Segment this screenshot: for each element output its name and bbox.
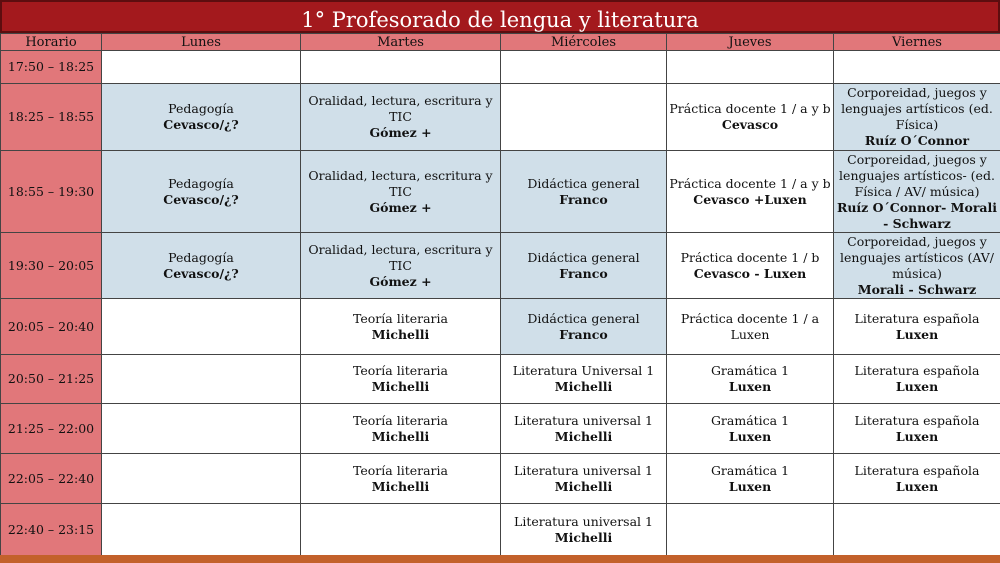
column-header-jueves: Jueves [667,34,834,51]
teacher-name: Gómez + [369,273,432,289]
schedule-body [1,51,1000,557]
subject-name: Corporeidad, juegos y lenguajes artísticos (ed. Física) [841,85,993,132]
subject-name: Práctica docente 1 / a y b [669,101,831,116]
class-cell [301,299,501,355]
subject-name: Literatura universal 1 [514,514,653,529]
teacher-name: Franco [559,191,608,207]
schedule-row [1,504,1000,557]
class-cell [501,504,667,557]
teacher-name: Michelli [554,428,613,444]
teacher-name: Ruíz O´Connor [864,133,970,148]
class-cell [834,404,1000,454]
class-cell [834,299,1000,355]
class-cell [667,84,834,151]
teacher-name: Cevasco/¿? [163,117,239,132]
teacher-name: Michelli [554,478,613,494]
schedule-row [1,51,1000,84]
class-cell [667,151,834,233]
schedule-row [1,454,1000,504]
subject-name: Pedagogía [168,101,234,116]
teacher-name: Franco [559,326,608,342]
subject-name: Gramática 1 [710,462,790,478]
class-cell [667,355,834,404]
class-cell [834,233,1000,299]
time-slot-cell: 20:05 – 20:40 [1,299,102,355]
teacher-name: Michelli [554,530,613,545]
class-cell [501,355,667,404]
schedule-row [1,299,1000,355]
schedule-row [1,233,1000,299]
teacher-name: Cevasco +Luxen [693,191,807,207]
time-slot-cell: 22:40 – 23:15 [1,504,102,557]
subject-name: Pedagogía [168,249,234,265]
time-slot-cell: 17:50 – 18:25 [1,51,102,84]
subject-name: Gramática 1 [710,363,790,378]
class-cell [501,51,667,84]
teacher-name: Luxen [728,379,772,394]
subject-name: Literatura española [854,310,980,326]
page-title: 1° Profesorado de lengua y literatura [0,0,1000,33]
class-cell [501,84,667,151]
column-header-horario: Horario [1,34,102,51]
subject-name: Teoría literaria [353,462,448,478]
teacher-name: Luxen [895,478,939,494]
schedule-row [1,151,1000,233]
teacher-name: Ruíz O´Connor- Morali - Schwarz [836,199,998,231]
teacher-name: Morali - Schwarz [857,281,977,297]
teacher-name: Luxen [728,428,772,444]
class-cell [501,299,667,355]
teacher-name: Cevasco/¿? [163,265,239,281]
class-cell [834,504,1000,557]
bottom-bar [0,555,1000,563]
subject-name: Corporeidad, juegos y lenguajes artísticos- (ed. Física / AV/ música) [839,151,995,199]
class-cell [301,84,501,151]
subject-name: Didáctica general [527,310,640,326]
class-cell [102,454,301,504]
teacher-name: Luxen [728,478,772,494]
subject-name: Literatura Universal 1 [512,363,655,378]
teacher-name: Luxen [895,428,939,444]
class-cell [834,151,1000,233]
time-slot-cell: 18:25 – 18:55 [1,84,102,151]
subject-name: Didáctica general [527,249,640,265]
subject-name: Literatura española [854,363,980,378]
subject-name: Literatura universal 1 [514,412,653,428]
subject-name: Literatura española [854,462,980,478]
schedule-row [1,355,1000,404]
class-cell [102,504,301,557]
class-cell [501,404,667,454]
teacher-name: Franco [559,265,608,281]
class-cell [667,504,834,557]
subject-name: Literatura española [854,412,980,428]
teacher-name: Gómez + [369,125,432,140]
subject-name: Oralidad, lectura, escritura y TIC [308,93,493,124]
class-cell [102,84,301,151]
class-cell [834,454,1000,504]
subject-name: Teoría literaria [353,412,448,428]
column-header-martes: Martes [301,34,501,51]
schedule-row [1,84,1000,151]
time-slot-cell: 20:50 – 21:25 [1,355,102,404]
column-header-viernes: Viernes [834,34,1000,51]
class-cell [301,151,501,233]
schedule-row [1,404,1000,454]
teacher-name: Luxen [895,379,939,394]
subject-name: Práctica docente 1 / b [680,249,820,265]
teacher-name: Gómez + [369,199,432,215]
class-cell [301,355,501,404]
subject-name: Pedagogía [168,175,234,191]
subject-name: Corporeidad, juegos y lenguajes artísticos (AV/ música) [840,233,994,281]
time-slot-cell: 18:55 – 19:30 [1,151,102,233]
header-row [1,34,1000,51]
column-header-miercoles: Miércoles [501,34,667,51]
teacher-name: Michelli [371,379,430,394]
time-slot-cell: 22:05 – 22:40 [1,454,102,504]
subject-name: Teoría literaria [353,310,448,326]
class-cell [667,233,834,299]
subject-name: Gramática 1 [710,412,790,428]
class-cell [102,404,301,454]
class-cell [301,454,501,504]
subject-name: Teoría literaria [353,363,448,378]
class-cell [501,454,667,504]
subject-name: Didáctica general [527,175,640,191]
column-header-lunes: Lunes [102,34,301,51]
time-slot-cell: 21:25 – 22:00 [1,404,102,454]
class-cell [102,51,301,84]
subject-name: Literatura universal 1 [514,462,653,478]
class-cell [102,355,301,404]
class-cell [301,404,501,454]
schedule-table [0,33,1000,557]
class-cell [667,51,834,84]
class-cell [102,299,301,355]
teacher-name: Michelli [554,379,613,394]
teacher-name: Cevasco/¿? [163,191,239,207]
teacher-name: Michelli [371,478,430,494]
teacher-name: Michelli [371,326,430,342]
class-cell [834,51,1000,84]
class-cell [667,404,834,454]
teacher-name: Luxen [895,326,939,342]
class-cell [501,151,667,233]
class-cell [301,233,501,299]
class-cell [501,233,667,299]
class-cell [667,299,834,355]
class-cell [301,51,501,84]
subject-name: Práctica docente 1 / a y b [669,175,831,191]
class-cell [301,504,501,557]
class-cell [102,151,301,233]
subject-name: Oralidad, lectura, escritura y TIC [308,167,493,199]
teacher-name: Michelli [371,428,430,444]
class-cell [667,454,834,504]
teacher-name: Cevasco - Luxen [693,265,807,281]
subject-name: Oralidad, lectura, escritura y TIC [308,241,493,273]
class-cell [834,84,1000,151]
time-slot-cell: 19:30 – 20:05 [1,233,102,299]
class-cell [102,233,301,299]
subject-name: Práctica docente 1 / a Luxen [680,310,820,342]
teacher-name: Cevasco [721,117,779,132]
class-cell [834,355,1000,404]
